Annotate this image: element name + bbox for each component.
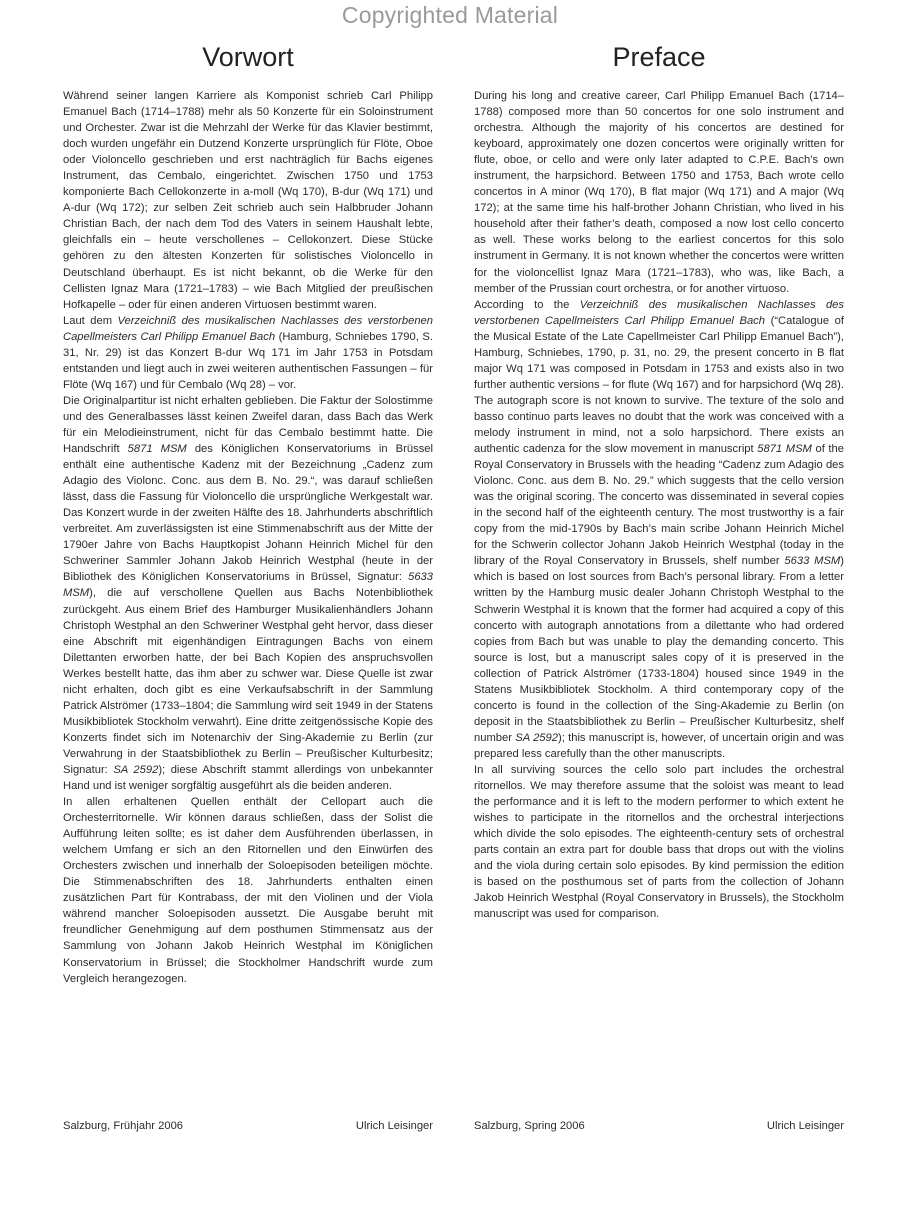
catalogue-title: Verzeichniß des musikalischen Nachlasses des verstorbenen Capellmeisters Carl Philipp Emanuel Bach: [474, 298, 845, 327]
shelfmark: 5871 MSM: [127, 443, 187, 456]
english-paragraph-2: According to the Verzeichniß des musikalischen Nachlasses des verstorbenen Capellmeisters Carl Philipp Emanuel Bach (“Catalogue of the Musical Estate of the Late Capellmeister Carl Philipp Emanuel Bach”), Hamburg, Schniebes, 1790, p. 31, no. 29, the present concerto in B flat major Wq 171 was composed in Potsdam in 1753 and exists also in two further authentic versions – for flute (Wq 167) and for harpsichord (Wq 28).: [474, 298, 845, 391]
shelfmark: SA 2592: [515, 731, 558, 744]
german-signature: [63, 1118, 433, 1134]
english-body: [474, 88, 844, 922]
english-paragraph-3: The autograph score is not known to survive. The texture of the solo and basso continuo parts leaves no doubt that the work was conceived with a melody instrument in mind, not a solo harpsichord. There exists an authentic cadenza for the slow movement in manuscript 5871 MSM of the Royal Conservatory in Brussels with the heading “Cadenz zum Adagio des Violonc. Conc. aus dem B. No. 29.” which suggests that the cello version was the original scoring. The concerto was disseminated in several copies in the second half of the eighteenth century. The most trustworthy is a fair copy from the mid-1790s by Bach’s main scribe Johann Heinrich Michel for the Schwerin collector Johann Jakob Heinrich Westphal (today in the library of the Royal Conservatory in Brussels, shelf number 5633 MSM) which is based on lost sources from Bach’s personal library. From a letter written by the Hamburg music dealer Johann Christoph Westphal to the Schwerin Westphal it is known that the former had acquired a copy of this concerto with autograph annotations from a dilettante who had ordered copies from Bach but was unable to play the demanding concerto. This source is lost, but a manuscript sales copy of it is preserved in the collection of Patrick Alströmer (1733-1804) housed since 1949 in the Statens Musikbibliotek Stockholm. A third contemporary copy of the concerto is found in the collection of the Sing-Akademie zu Berlin (on deposit in the Staatsbibliothek zu Berlin – Preußischer Kulturbesitz, shelf number SA 2592); this manuscript is, however, of uncertain origin and was prepared less carefully than the other manuscripts.: [474, 394, 844, 760]
german-place-date: Salzburg, Frühjahr 2006: [63, 1120, 184, 1132]
english-signature: [474, 1118, 844, 1134]
copyright-watermark: Copyrighted Material: [341, 2, 559, 28]
english-place-date: Salzburg, Spring 2006: [474, 1120, 585, 1132]
shelfmark: 5633 MSM: [784, 555, 841, 568]
shelfmark: 5871 MSM: [757, 443, 812, 456]
german-column: [63, 38, 433, 987]
english-author: Ulrich Leisinger: [766, 1120, 844, 1132]
german-body: [63, 88, 433, 987]
english-paragraph-1: During his long and creative career, Carl Philipp Emanuel Bach (1714–1788) composed more than 50 concertos for one solo instrument and orchestra. Although the majority of his concertos are destined for keyboard, approximately one dozen concertos were originally written for flute, oboe, or cello and were only later adapted to C.P.E. Bach’s own instrument, the harpsichord. Between 1750 and 1753, Bach wrote cello concertos in A minor (Wq 170), B flat major (Wq 171) and A major (Wq 172); at the same time his half-brother Johann Christian, who lived in his household after their father’s death, composed a now lost cello concerto as well. These works belong to the earliest concertos for this solo instrument in Germany. It is not known whether the concertos were written for the violoncellist Ignaz Mara (1721–1783), who was, like Bach, a member of the Prussian court orchestra, or for another virtuoso.: [474, 90, 844, 295]
german-title: Vorwort: [202, 42, 294, 72]
catalogue-title: Verzeichniß des musikalischen Nachlasses des verstorbenen Capellmeisters Carl Philipp Emanuel Bach: [63, 314, 433, 343]
german-paragraph-4: In allen erhaltenen Quellen enthält der Cellopart auch die Orchesterritornelle. Wir können daraus schließen, dass der Solist die Aufführung leiten sollte; es ist daher dem Ausführenden überlassen, in welchem Umfang er sich an den Ritornellen und den Einwürfen des Orchesters zwischen und innerhalb der Soloepisoden beteiligen möchte. Die Stimmenabschriften des 18. Jahrhunderts enthalten einen zusätzlichen Part für Kontrabass, der mit den Violinen und der Viola während mancher Soloepisoden aussetzt. Die Ausgabe beruht mit freundlicher Genehmigung auf dem posthumen Stimmensatz aus der Sammlung von Johann Jakob Heinrich Westphal im Königlichen Konservatorium in Brüssel; die Stockholmer Handschrift wurde zum Vergleich herangezogen.: [63, 796, 433, 985]
english-title: Preface: [612, 42, 706, 72]
shelfmark: SA 2592: [113, 763, 159, 776]
german-paragraph-2: Laut dem Verzeichniß des musikalischen Nachlasses des verstorbenen Capellmeisters Carl Philipp Emanuel Bach (Hamburg, Schniebes 1790, S. 31, Nr. 29) ist das Konzert B-dur Wq 171 im Jahr 1753 in Potsdam entstanden und liegt auch in zwei weiteren authentischen Fassungen – für Flöte (Wq 167) und für Cembalo (Wq 28) – vor.: [63, 314, 434, 391]
german-paragraph-1: Während seiner langen Karriere als Komponist schrieb Carl Philipp Emanuel Bach (1714–1788) mehr als 50 Konzerte für ein Soloinstrument und Orchester. Zwar ist die Mehrzahl der Werke für das Klavier bestimmt, doch wurden ungefähr ein Dutzend Konzerte ursprünglich für Flöte, Oboe oder Violoncello geschrieben und erst nachträglich für Bachs eigenes Instrument, das Cembalo, eingerichtet. Zwischen 1750 und 1753 komponierte Bach Cellokonzerte in a-moll (Wq 170), B-dur (Wq 171) und A-dur (Wq 172); zur selben Zeit schrieb auch sein Halbbruder Johann Christian Bach, der nach dem Tod des Vaters in seinem Haushalt lebte, gleichfalls ein – heute verschollenes – Cellokonzert. Diese Stücke gehören zu den ältesten Konzerten für solistisches Violoncello in Deutschland überhaupt. Es ist nicht bekannt, ob die Werke für den Cellisten Ignaz Mara (1721–1783) – wie Bach Mitglied der preußischen Hofkapelle – oder für einen anderen Virtuosen bestimmt waren.: [63, 90, 433, 311]
shelfmark: 5633 MSM: [63, 571, 433, 600]
german-author: Ulrich Leisinger: [355, 1120, 433, 1132]
english-paragraph-4: In all surviving sources the cello solo part includes the orchestral ritornellos. We may therefore assume that the soloist was meant to lead the performance and it is left to the modern performer to which extent he wishes to participate in the ritornellos and the orchestral interjections which divide the solo episodes. The eighteenth-century sets of orchestral parts contain an extra part for double bass that drops out with the violins and the viola during certain solo episodes. By kind permission the edition is based on the posthumous set of parts from the collection of Johann Jakob Heinrich Westphal (Royal Conservatory in Brussels), the Stockholm manuscript was used for comparison.: [474, 763, 844, 921]
german-paragraph-3: Die Originalpartitur ist nicht erhalten geblieben. Die Faktur der Solostimme und des Generalbasses lässt keinen Zweifel daran, dass Bach das Werk für ein Melodieinstrument, nicht für das Cembalo bestimmt hatte. Die Handschrift 5871 MSM des Königlichen Konservatoriums in Brüssel enthält eine authentische Kadenz mit der Bezeichnung „Cadenz zum Adagio des Violonc. Conc. aus dem B. No. 29.“, was darauf schließen lässt, dass die Fassung für Violoncello die ursprüngliche Werkgestalt war. Das Konzert wurde in der zweiten Hälfte des 18. Jahrhunderts abschriftlich verbreitet. Am zuverlässigsten ist eine Stimmenabschrift aus der Mitte der 1790er Jahre von Bachs Hauptkopist Johann Heinrich Michel für den Schweriner Sammler Johann Jakob Heinrich Westphal (heute in der Bibliothek des Königlichen Konservatoriums in Brüssel, Signatur: 5633 MSM), die auf verschollene Quellen aus Bachs Notenbibliothek zurückgeht. Aus einem Brief des Hamburger Musikalienhändlers Johann Christoph Westphal an den Schweriner Westphal geht hervor, dass dieser eine Abschrift mit eigenhändigen Eintragungen Bachs von einem Dilettanten erworben hatte, der bei Bach Kopien des anspruchsvollen Werkes bestellt hatte, das ihm aber zu schwer war. Diese Quelle ist zwar nicht erhalten, doch gibt es eine Verkaufsabschrift in der Sammlung Patrick Alströmer (1733–1804; die Sammlung wird seit 1949 in der Statens Musikbibliotek Stockholm verwahrt). Eine dritte zeitgenössische Kopie des Konzerts findet sich im Notenarchiv der Sing-Akademie zu Berlin (zur Verwahrung in der Staatsbibliothek zu Berlin – Preußischer Kulturbesitz; Signatur: SA 2592); diese Abschrift stammt allerdings von unbekannter Hand und ist weniger sorgfältig ausgeführt als die beiden anderen.: [63, 394, 433, 793]
english-column: [474, 38, 844, 922]
